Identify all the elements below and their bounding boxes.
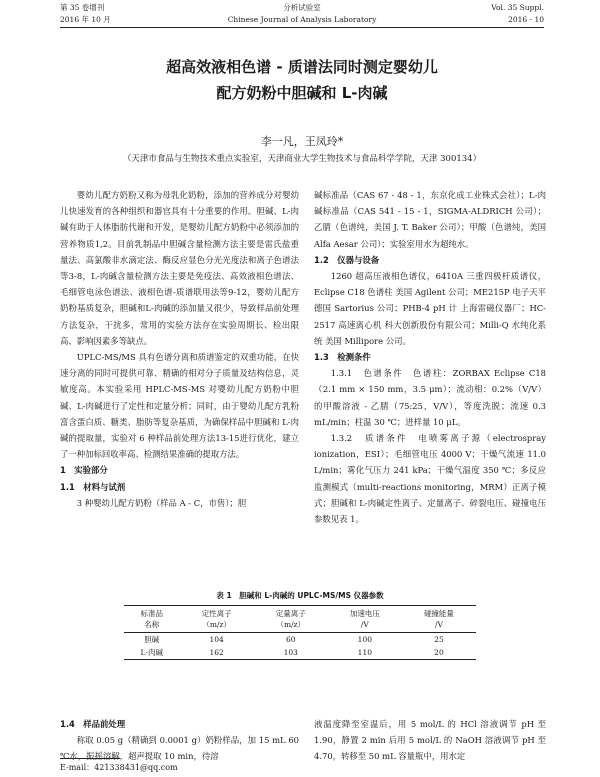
- table-header-row: [124, 606, 476, 633]
- header-cell: 标准品 名称: [124, 606, 180, 633]
- table-cell: 103: [254, 646, 328, 660]
- section-heading-experimental: 1 实验部分: [60, 465, 108, 476]
- author-email: E-mail：421338431@qq.com: [60, 763, 178, 772]
- footnote: [60, 762, 300, 773]
- table-row: [124, 646, 476, 660]
- table-cell: 100: [357, 635, 372, 644]
- header-center: [60, 2, 544, 26]
- subsection-sample-prep: 1.4 样品前处理: [60, 719, 126, 729]
- footnote-rule: [60, 758, 120, 759]
- subsection-materials: 1.1 材料与试剂: [60, 481, 126, 492]
- materials-text: 3 种婴幼儿配方奶粉（样品 A - C，市售）；胆: [76, 497, 247, 508]
- ms-conditions: 1.3.2 质谱条件 电喷雾离子源（electrospray ionization，ESI）；毛细管电压 4000 V；干燥气流速 11.0 L/min；雾化气压力 241 kPa；干燥气温度 350 ℃；多反应监测模式（multi-reactions monitoring，MRM）正离子模式；胆碱和 L-肉碱定性离子、定量离子、碎裂电压、碰撞电压参数见表 1。: [314, 433, 546, 525]
- left-column: [60, 187, 299, 586]
- instruments-text: 1260 超高压液相色谱仪，6410A 三重四极杆质谱仪，Eclipse C18 色谱柱 美国 Agilent 公司；ME215P 电子天平 德国 Sartorius 公司；PHB-4 pH 计 上海雷磁仪器厂；HC-2517 高速离心机 科大创新股份有限公司；Milli-Q 水纯化系统 美国 Millipore 公司。: [314, 271, 546, 346]
- volume-info-en: Vol. 35 Suppl.: [491, 3, 544, 12]
- header-cell: 定性离子 （m/z）: [180, 606, 254, 633]
- table-cell: 162: [180, 646, 254, 660]
- page-header: [60, 2, 544, 28]
- table-caption: 表 1 胆碱和 L-肉碱的 UPLC-MS/MS 仪器参数: [216, 591, 384, 600]
- sample-prep-text: 称取 0.05 g（精确到 0.0001 g）奶粉样品，加 15 mL 60 ℃水，振摇溶解，超声提取 10 min，待溶: [60, 735, 299, 762]
- table-cell: 25: [434, 635, 444, 644]
- authors: 李一凡，王凤玲*: [260, 135, 344, 148]
- issue-date: 2016 年 10 月: [60, 15, 111, 24]
- subsection-conditions: 1.3 检测条件: [314, 352, 371, 363]
- table-cell: L-肉碱: [124, 646, 180, 660]
- table-cell: 110: [328, 646, 402, 660]
- journal-name-en: Chinese Journal of Analysis Laboratory: [227, 15, 377, 24]
- header-rule: [60, 27, 544, 28]
- header-cell: 定量离子 （m/z）: [254, 606, 328, 633]
- affiliation: （天津市食品与生物技术重点实验室，天津商业大学生物技术与食品科学学院，天津 300134）: [122, 154, 482, 164]
- subsection-instruments: 1.2 仪器与设备: [314, 254, 380, 265]
- table-cell: 60: [285, 635, 296, 644]
- parameters-table: [124, 590, 476, 660]
- paper-title: [60, 54, 544, 106]
- table-cell: 胆碱: [144, 635, 160, 644]
- intro-paragraph-2: UPLC-MS/MS 具有色谱分离和质谱鉴定的双重功能，在快速分离的同时可提供可靠、精确的相对分子质量及结构信息，灵敏度高。本实验采用 HPLC-MS-MS 对婴幼儿配方奶粉中胆碱、L-肉碱进行了定性和定量分析；同时，由于婴幼儿配方乳粉富含蛋白质、糖类、脂肪等复杂基质，为确保样品中胆碱和 L-肉碱的提取量，实验对 6 种样品前处理方法13-15进行优化，建立了一种加标回收率高、检测结果准确的提取方法。: [60, 352, 299, 460]
- volume-info: 第 35 卷增刊: [60, 3, 105, 12]
- issue-date-en: 2016 - 10: [508, 15, 544, 24]
- table-cell: 20: [402, 646, 476, 660]
- table-row: [124, 633, 476, 647]
- table-body: [124, 605, 476, 660]
- table-cell: 104: [209, 635, 224, 644]
- chromatography-conditions: 1.3.1 色谱条件 色谱柱：ZORBAX Eclipse C18（2.1 mm × 150 mm，3.5 μm）；流动相：0.2%（V/V）的甲酸溶液 - 乙腈（75:25，V/V），等度洗脱；流速 0.3 mL/min；柱温 30 ℃；进样量 10 μL。: [314, 368, 546, 427]
- header-right: [491, 2, 544, 26]
- header-cell: 加速电压 /V: [328, 606, 402, 633]
- sample-prep-continued: 液温度降至室温后，用 5 mol/L 的 HCl 溶液调节 pH 至 1.90，静置 2 min 后用 5 mol/L 的 NaOH 溶液调节 pH 至 4.70，转移至 50 mL 容量瓶中，用水定: [314, 719, 546, 762]
- title-line-1: 超高效液相色谱 - 质谱法同时测定婴幼儿: [166, 58, 438, 76]
- right-column-bottom: [314, 716, 546, 765]
- header-cell: 碰撞能量 /V: [402, 606, 476, 633]
- reagents-text: 碱标准品（CAS 67 - 48 - 1，东京化成工业株式会社）；L-肉碱标准品（CAS 541 - 15 - 1，SIGMA-ALDRICH 公司）；乙腈（色谱纯，美国 J. T. Baker 公司）；甲酸（色谱纯，美国 Alfa Aesar 公司）；实验室用水为超纯水。: [314, 190, 546, 249]
- intro-paragraph: 婴幼儿配方奶粉又称为母乳化奶粉，添加的营养成分对婴幼儿快速发育的各种组织和器官具有十分重要的作用。胆碱、L-肉碱有助于人体脂肪代谢和开发，是婴幼儿配方奶粉中必须添加的营养物质1,2。目前乳制品中胆碱含量检测方法主要是雷氏盐重量法、高氯酸非水滴定法、酶反应显色分光光度法和离子色谱法等3-8，L-肉碱含量检测方法主要是免疫法、高效液相色谱法、毛细管电泳色谱法、液相色谱-质谱联用法等9-12，婴幼儿配方奶粉基质复杂，胆碱和L-肉碱的添加量又很少，导致样品前处理方法复杂，干扰多，常用的实验方法存在实验周期长、检出限高、影响因素多等缺点。: [60, 190, 299, 346]
- journal-name-cn: 分析试验室: [283, 3, 321, 12]
- right-column: [314, 187, 546, 586]
- title-line-2: 配方奶粉中胆碱和 L-肉碱: [216, 84, 388, 102]
